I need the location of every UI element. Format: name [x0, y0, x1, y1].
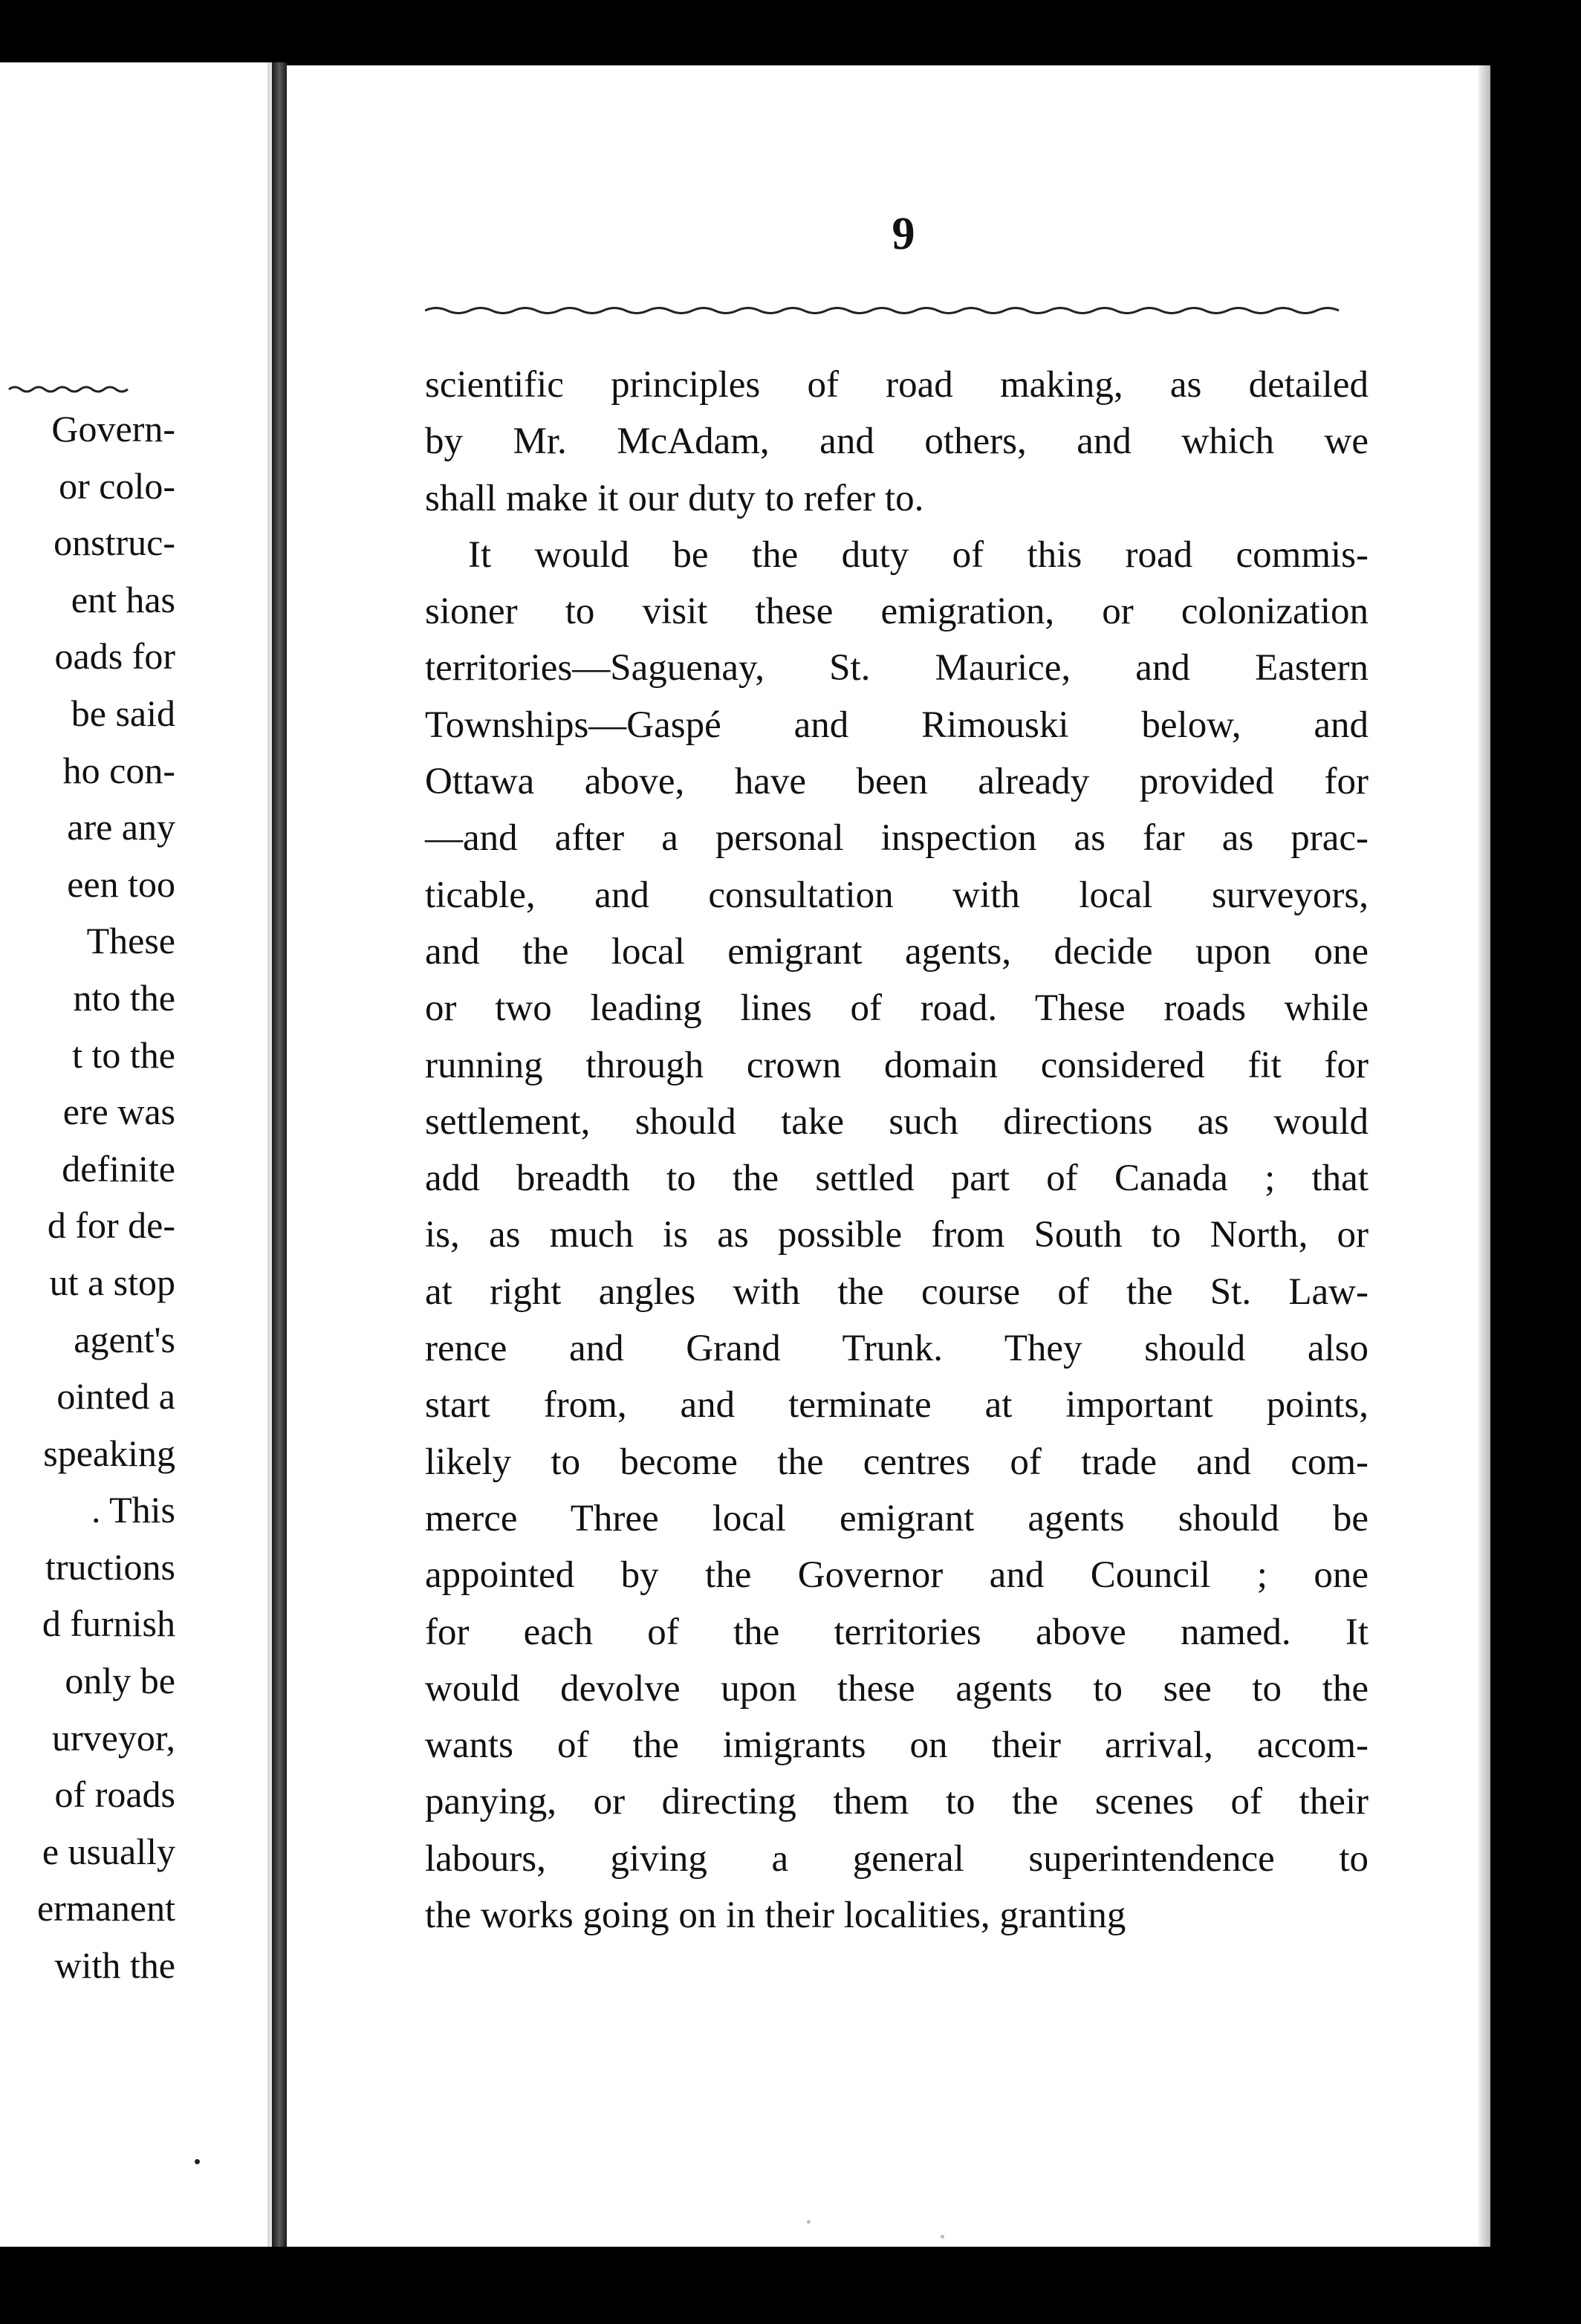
text-line: and the local emigrant agents, decide upon one [425, 930, 1369, 973]
text-line: for each of the territories above named. It [425, 1611, 1369, 1653]
left-page-speck [195, 2159, 200, 2164]
left-text-line: speaking [43, 1432, 175, 1474]
left-text-line: d for de- [47, 1204, 175, 1247]
left-text-line: Govern- [51, 408, 175, 449]
text-line: add breadth to the settled part of Canada ; that [425, 1158, 1369, 1200]
left-text-line: ho con- [62, 749, 175, 791]
left-text-line: definite [62, 1147, 175, 1189]
text-line: ticable, and consultation with local surveyors, [425, 874, 1369, 916]
left-text-line: t to the [72, 1033, 175, 1076]
body-text [425, 357, 1369, 1944]
left-text-line: urveyor, [52, 1716, 175, 1759]
left-page-fragment [0, 62, 272, 2247]
text-line: appointed by the Governor and Council ; one [425, 1554, 1369, 1597]
text-line: labours, giving a general superintendence to [425, 1837, 1369, 1880]
text-line: panying, or directing them to the scenes of their [425, 1781, 1369, 1823]
text-line: scientific principles of road making, as detailed [425, 364, 1369, 406]
left-text-line: only be [65, 1660, 175, 1702]
text-line: Ottawa above, have been already provided for [425, 761, 1369, 803]
text-line: would devolve upon these agents to see to the [425, 1667, 1369, 1710]
page-number: 9 [892, 209, 915, 259]
text-line: or two leading lines of road. These roads while [425, 987, 1369, 1030]
text-line: shall make it our duty to refer to. [425, 477, 924, 519]
left-text-line: are any [67, 806, 175, 848]
text-line: It would be the duty of this road commis- [468, 533, 1369, 576]
left-text-line: e usually [42, 1830, 175, 1872]
left-text-line: ermanent [36, 1887, 175, 1929]
page-edge [1478, 65, 1490, 2247]
right-page [287, 65, 1490, 2247]
left-text-line: agent's [74, 1318, 175, 1360]
header-ornament-rule [425, 303, 1346, 317]
left-text-line: ere was [62, 1091, 175, 1133]
left-text-line: . This [91, 1489, 175, 1531]
text-line: is, as much is as possible from South to North, or [425, 1214, 1369, 1256]
text-line: sioner to visit these emigration, or colonization [425, 591, 1369, 633]
left-text-line: nto the [73, 976, 175, 1019]
left-header-rule [7, 383, 131, 394]
left-text-line: of roads [54, 1773, 175, 1816]
left-page-text [0, 400, 175, 1994]
left-text-line: ointed a [56, 1375, 175, 1418]
left-text-line: These [86, 920, 175, 962]
left-text-line: with the [54, 1944, 175, 1987]
text-line: —and after a personal inspection as far as prac- [425, 817, 1369, 860]
text-line: at right angles with the course of the St. Law- [425, 1270, 1369, 1313]
text-line: merce Three local emigrant agents should be [425, 1497, 1369, 1539]
left-text-line: onstruc- [53, 522, 175, 564]
text-line: start from, and terminate at important points, [425, 1384, 1369, 1426]
text-line: by Mr. McAdam, and others, and which we [425, 421, 1369, 463]
text-line: rence and Grand Trunk. They should also [425, 1328, 1369, 1370]
book-gutter [272, 62, 287, 2247]
left-text-line: or colo- [59, 464, 175, 507]
text-line: running through crown domain considered fit for [425, 1044, 1369, 1086]
left-text-line: oads for [54, 635, 175, 678]
left-text-line: een too [67, 863, 175, 905]
left-text-line: tructions [45, 1545, 175, 1588]
left-text-line: d furnish [42, 1603, 175, 1645]
text-line: Townships—Gaspé and Rimouski below, and [425, 704, 1369, 746]
left-text-line: ent has [71, 578, 175, 620]
text-line: the works going on in their localities, granting [425, 1895, 1126, 1937]
left-text-line: be said [71, 692, 175, 734]
text-line: wants of the imigrants on their arrival, accom- [425, 1724, 1369, 1767]
left-text-line: ut a stop [49, 1261, 175, 1303]
text-line: settlement, should take such directions as would [425, 1100, 1369, 1143]
text-line: territories—Saguenay, St. Maurice, and Eastern [425, 647, 1369, 689]
text-line: likely to become the centres of trade and com- [425, 1441, 1369, 1483]
